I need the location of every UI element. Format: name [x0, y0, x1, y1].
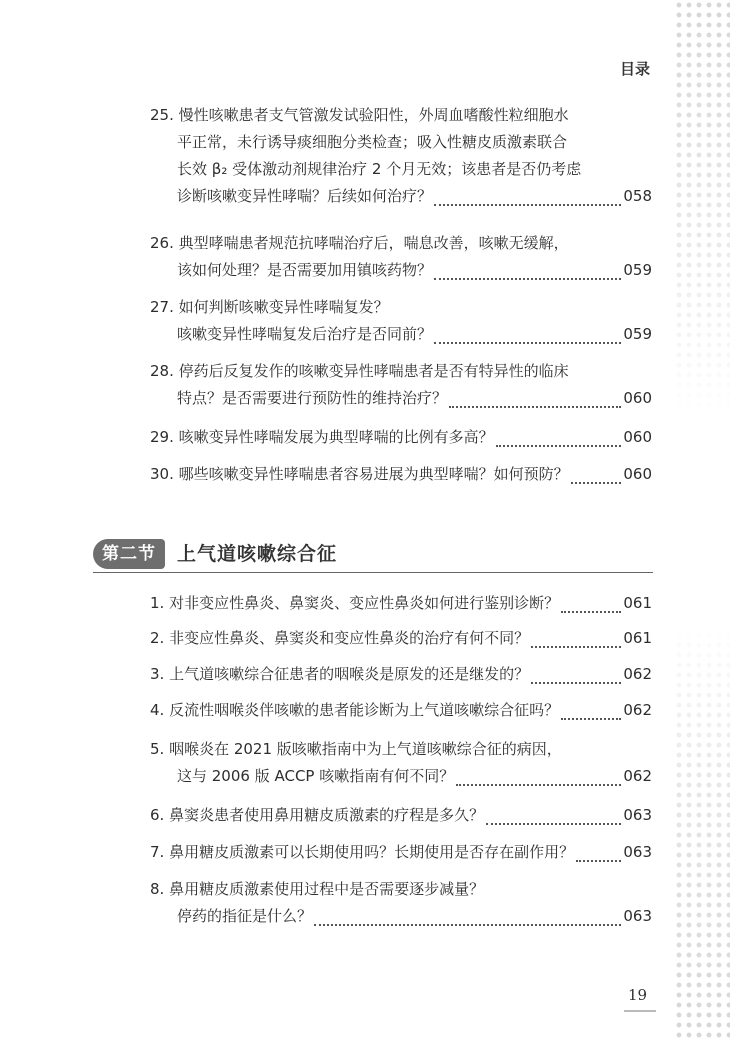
entry-line: 诊断咳嗽变异性哮喘？后续如何治疗？ [177, 187, 433, 205]
page-ref: 061 [623, 594, 652, 612]
toc-entry[interactable] [150, 358, 652, 412]
entry-line: 3. 上气道咳嗽综合征患者的咽喉炎是原发的还是继发的？ [150, 665, 530, 683]
toc-entry[interactable] [150, 736, 652, 790]
entry-line: 7. 鼻用糖皮质激素可以长期使用吗？长期使用是否存在副作用？ [150, 843, 575, 861]
dot-leader [314, 915, 621, 930]
dot-leader [571, 473, 622, 488]
page-ref: 061 [623, 629, 652, 647]
entry-line: 停药的指征是什么？ [177, 907, 313, 925]
entry-line: 4. 反流性咽喉炎伴咳嗽的患者能诊断为上气道咳嗽综合征吗？ [150, 701, 560, 719]
toc-entry[interactable] [150, 839, 652, 866]
section-title: 上气道咳嗽综合征 [177, 543, 338, 565]
section-label: 第二节 [93, 539, 165, 569]
entry-line: 平正常，未行诱导痰细胞分类检查；吸入性糖皮质激素联合 [177, 133, 568, 151]
dot-leader [434, 333, 621, 348]
dot-leader [531, 673, 621, 688]
entry-line: 5. 咽喉炎在 2021 版咳嗽指南中为上气道咳嗽综合征的病因， [150, 740, 562, 758]
toc-entry[interactable] [150, 294, 652, 348]
page-number: 19 [628, 986, 648, 1004]
dot-leader [434, 269, 621, 284]
entry-line: 2. 非变应性鼻炎、鼻窦炎和变应性鼻炎的治疗有何不同？ [150, 629, 530, 647]
toc-entry[interactable] [150, 230, 652, 284]
entry-line: 该如何处理？是否需要加用镇咳药物？ [177, 261, 433, 279]
dot-leader [531, 637, 621, 652]
page-ref: 063 [623, 907, 652, 925]
toc-entry[interactable] [150, 424, 652, 451]
entry-line: 25. 慢性咳嗽患者支气管激发试验阳性，外周血嗜酸性粒细胞水 [150, 106, 569, 124]
page-ref: 063 [623, 843, 652, 861]
section-header[interactable] [93, 539, 653, 573]
dot-pattern-top [674, 0, 730, 420]
entry-line: 6. 鼻窦炎患者使用鼻用糖皮质激素的疗程是多久？ [150, 806, 485, 824]
dot-leader [561, 709, 621, 724]
toc-entry[interactable] [150, 461, 652, 488]
entry-line: 27. 如何判断咳嗽变异性哮喘复发？ [150, 298, 389, 316]
entry-line: 8. 鼻用糖皮质激素使用过程中是否需要逐步减量？ [150, 880, 485, 898]
toc-entry[interactable] [150, 661, 652, 688]
page-ref: 062 [623, 701, 652, 719]
dot-leader [449, 397, 621, 412]
toc-entry[interactable] [150, 625, 652, 652]
entry-line: 28. 停药后反复发作的咳嗽变异性哮喘患者是否有特异性的临床 [150, 362, 569, 380]
page-ref: 063 [623, 806, 652, 824]
entry-line: 26. 典型哮喘患者规范抗哮喘治疗后，喘息改善，咳嗽无缓解， [150, 234, 569, 252]
dot-pattern-bottom [674, 620, 730, 1040]
page-number-rule [624, 1010, 656, 1012]
entry-line: 特点？是否需要进行预防性的维持治疗？ [177, 389, 448, 407]
dot-leader [576, 851, 621, 866]
page-ref: 059 [623, 325, 652, 343]
toc-entry[interactable] [150, 802, 652, 829]
dot-leader [561, 602, 621, 617]
entry-line: 29. 咳嗽变异性哮喘发展为典型哮喘的比例有多高？ [150, 428, 494, 446]
entry-line: 30. 哪些咳嗽变异性哮喘患者容易进展为典型哮喘？如何预防？ [150, 465, 569, 483]
page-ref: 059 [623, 261, 652, 279]
toc-entry[interactable] [150, 876, 652, 930]
dot-leader [456, 775, 621, 790]
entry-line: 长效 β₂ 受体激动剂规律治疗 2 个月无效；该患者是否仍考虑 [177, 160, 582, 178]
page-ref: 062 [623, 767, 652, 785]
dot-leader [486, 814, 621, 829]
entry-line: 1. 对非变应性鼻炎、鼻窦炎、变应性鼻炎如何进行鉴别诊断？ [150, 594, 560, 612]
dot-leader [496, 436, 622, 451]
page-ref: 060 [623, 428, 652, 446]
running-header: 目录 [619, 60, 650, 78]
toc-entry[interactable] [150, 102, 652, 210]
entry-line: 这与 2006 版 ACCP 咳嗽指南有何不同？ [177, 767, 455, 785]
entry-line: 咳嗽变异性哮喘复发后治疗是否同前？ [177, 325, 433, 343]
toc-entry[interactable] [150, 697, 652, 724]
page-ref: 060 [623, 389, 652, 407]
dot-leader [434, 195, 621, 210]
page-ref: 062 [623, 665, 652, 683]
toc-entry[interactable] [150, 590, 652, 617]
page-ref: 060 [623, 465, 652, 483]
page-ref: 058 [623, 187, 652, 205]
